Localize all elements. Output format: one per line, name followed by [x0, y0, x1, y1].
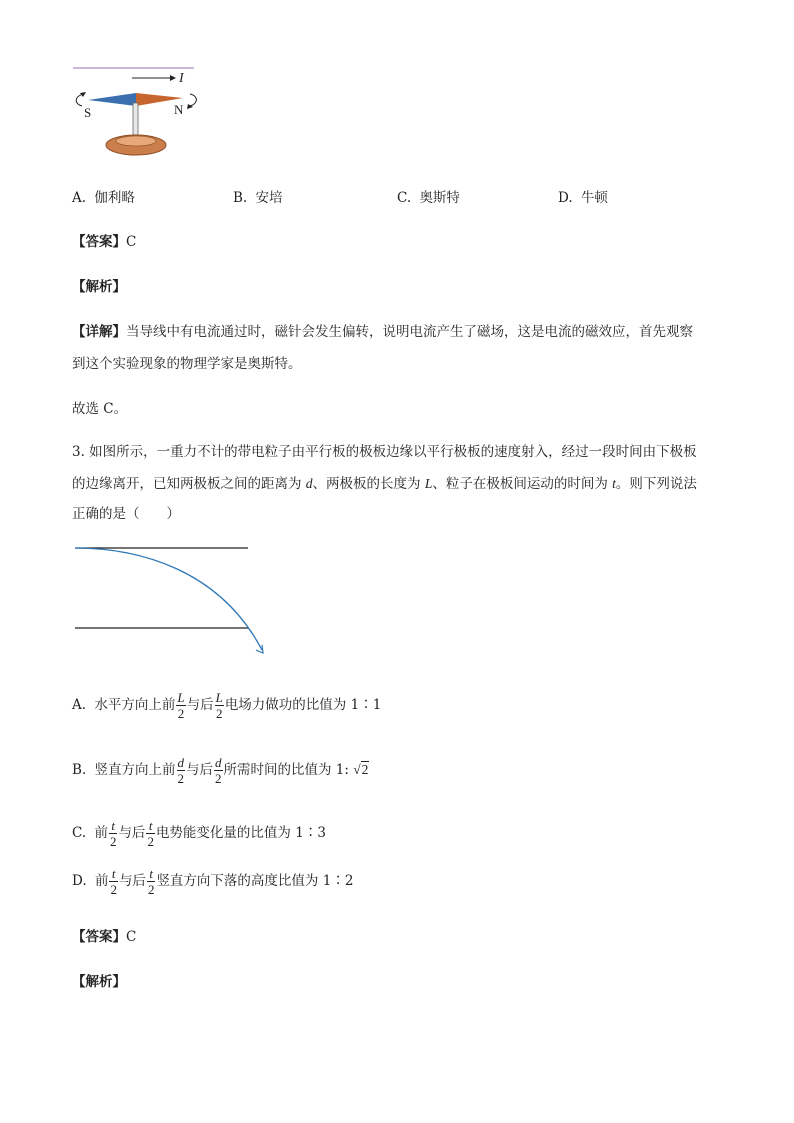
stem-text: 。则下列说法 — [615, 476, 697, 492]
rotation-arrow-right — [190, 94, 196, 106]
fraction-numerator: L — [177, 690, 185, 705]
var-t: t — [612, 476, 616, 491]
fraction-d-over-2 — [177, 755, 186, 786]
q3-option-b[interactable] — [72, 755, 369, 786]
q2-analysis-tag: 【解析】 — [72, 279, 126, 295]
fraction-denominator: 2 — [177, 706, 185, 721]
option-text: 竖直方向上前 — [94, 762, 176, 778]
square-root — [353, 762, 369, 778]
current-arrow-head — [170, 75, 176, 81]
option-text: 竖直方向下落的高度比值为 1∶2 — [156, 873, 354, 889]
fraction-denominator: 2 — [110, 882, 117, 897]
pole-n-label: N — [174, 102, 184, 117]
fraction-denominator: 2 — [147, 882, 155, 897]
fraction-numerator: d — [215, 755, 222, 770]
fraction-t-over-2 — [109, 866, 118, 897]
answer-value: C — [126, 234, 137, 250]
option-letter: C. — [397, 190, 412, 206]
fraction-denominator: 2 — [215, 706, 223, 721]
stem-text: 、两极板的长度为 — [312, 476, 425, 492]
fraction-numerator: t — [147, 866, 156, 882]
var-d: d — [305, 476, 313, 491]
answer-value: C — [126, 929, 137, 945]
needle-south-half — [88, 93, 136, 106]
particle-trajectory — [75, 548, 262, 650]
rotation-arrowhead-right — [187, 104, 193, 109]
option-text: 与后 — [118, 825, 146, 841]
fraction-denominator: 2 — [215, 771, 222, 786]
stem-text: 的边缘离开，已知两极板之间的距离为 — [72, 476, 306, 492]
option-text: 电场力做功的比值为 1∶1 — [224, 697, 382, 713]
radical-sign: √ — [353, 762, 361, 777]
option-letter: D. — [558, 190, 573, 206]
q2-option-b[interactable] — [233, 186, 283, 206]
option-letter: A. — [72, 190, 87, 206]
parallel-plates-figure — [70, 540, 270, 660]
q3-stem-line-3: 正确的是（ ） — [72, 506, 180, 522]
option-letter: C. — [72, 825, 87, 841]
q2-option-a[interactable] — [72, 186, 135, 206]
fraction-L-over-2 — [215, 690, 224, 721]
q3-answer — [72, 925, 136, 945]
stem-text: 、粒子在极板间运动的时间为 — [432, 476, 613, 492]
fraction-denominator: 2 — [147, 834, 154, 849]
q3-option-a[interactable] — [72, 690, 381, 721]
fraction-numerator: t — [146, 818, 155, 834]
q2-conclusion: 故选 C。 — [72, 401, 128, 417]
detail-text: 当导线中有电流通过时，磁针会发生偏转，说明电流产生了磁场，这是电流的磁效应，首先观察 — [126, 324, 693, 340]
answer-tag: 【答案】 — [72, 929, 126, 945]
option-text: 所需时间的比值为 1: — [223, 762, 354, 778]
q3-option-c[interactable] — [72, 818, 326, 849]
q2-option-d[interactable] — [558, 186, 608, 206]
q3-analysis-tag: 【解析】 — [72, 974, 126, 990]
option-text: 与后 — [118, 873, 146, 889]
q3-stem-line-1: 3. 如图所示，一重力不计的带电粒子由平行板的极板边缘以平行极板的速度射入，经过一段时间由下极板 — [72, 444, 697, 460]
fraction-numerator: t — [109, 818, 118, 834]
var-L: L — [424, 476, 433, 491]
fraction-t-over-2 — [109, 818, 118, 849]
fraction-denominator: 2 — [109, 834, 117, 849]
q3-option-d[interactable] — [72, 866, 353, 897]
q2-answer — [72, 230, 136, 250]
fraction-L-over-2 — [176, 690, 185, 721]
option-text: 水平方向上前 — [94, 697, 176, 713]
fraction-d-over-2 — [214, 755, 223, 786]
q2-detail-line-2: 到这个实验现象的物理学家是奥斯特。 — [72, 356, 302, 372]
fraction-t-over-2 — [146, 818, 155, 849]
option-text: 奥斯特 — [419, 190, 460, 206]
option-text: 伽利略 — [94, 190, 135, 206]
detail-tag: 【详解】 — [72, 324, 126, 340]
option-text: 前 — [94, 873, 109, 889]
option-text: 前 — [94, 825, 108, 841]
pole-s-label: S — [84, 105, 92, 120]
option-letter: D. — [72, 873, 87, 889]
option-letter: B. — [72, 762, 87, 778]
oersted-experiment-figure — [66, 60, 216, 165]
q3-stem-line-2 — [72, 472, 697, 492]
option-text: 与后 — [186, 697, 214, 713]
option-text: 安培 — [255, 190, 283, 206]
fraction-numerator: L — [215, 690, 223, 705]
radicand: 2 — [361, 762, 369, 777]
fraction-denominator: 2 — [177, 771, 185, 786]
fraction-numerator: t — [109, 866, 118, 882]
fraction-t-over-2 — [147, 866, 156, 897]
option-text: 与后 — [186, 762, 214, 778]
answer-tag: 【答案】 — [72, 234, 126, 250]
fraction-numerator: d — [177, 755, 185, 770]
q2-detail-line-1 — [72, 320, 693, 340]
option-text: 牛顿 — [580, 190, 608, 206]
needle-stand — [133, 103, 138, 138]
option-letter: A. — [72, 697, 87, 713]
option-letter: B. — [233, 190, 248, 206]
current-label: I — [179, 71, 184, 86]
q2-option-c[interactable] — [397, 186, 460, 206]
stand-base-top — [116, 136, 156, 146]
option-text: 电势能变化量的比值为 1∶3 — [155, 825, 326, 841]
